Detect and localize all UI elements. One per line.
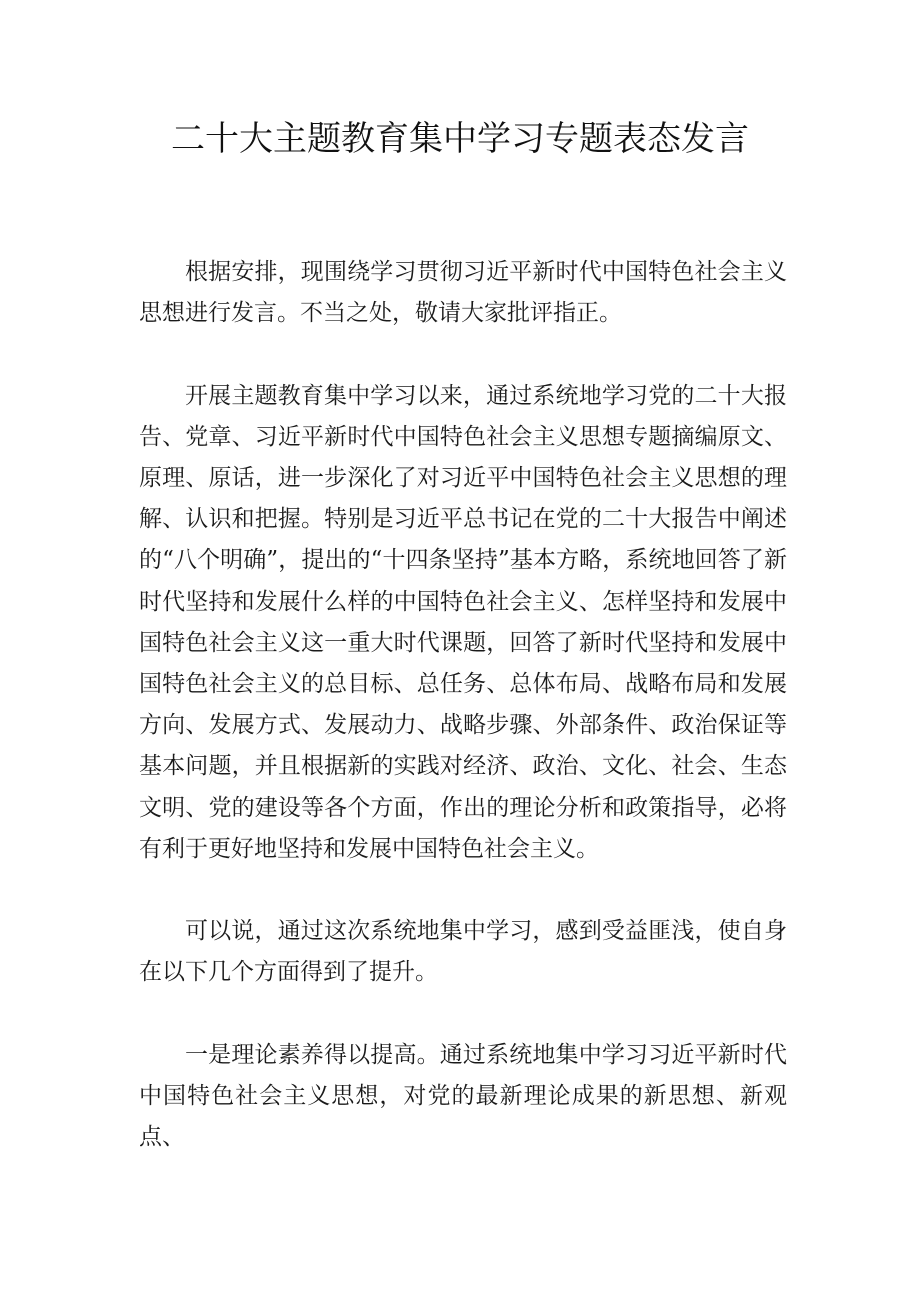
paragraph-point-one: 一是理论素养得以提高。通过系统地集中学习习近平新时代中国特色社会主义思想，对党的最新理论成果的新思想、新观点、 (139, 1041, 787, 1151)
document-body (139, 252, 787, 1200)
paragraph-benefit: 可以说，通过这次系统地集中学习，感到受益匪浅，使自身在以下几个方面得到了提升。 (139, 918, 787, 986)
paragraph-study-summary: 开展主题教育集中学习以来，通过系统地学习党的二十大报告、党章、习近平新时代中国特色社会主义思想专题摘编原文、原理、原话，进一步深化了对习近平中国特色社会主义思想的理解、认识和把握。特别是习近平总书记在党的二十大报告中阐述的“八个明确”，提出的“十四条坚持”基本方略，系统地回答了新时代坚持和发展什么样的中国特色社会主义、怎样坚持和发展中国特色社会主义这一重大时代课题，回答了新时代坚持和发展中国特色社会主义的总目标、总任务、总体布局、战略布局和发展方向、发展方式、发展动力、战略步骤、外部条件、政治保证等基本问题，并且根据新的实践对经济、政治、文化、社会、生态文明、党的建设等各个方面，作出的理论分析和政策指导，必将有利于更好地坚持和发展中国特色社会主义。 (139, 382, 787, 862)
document-title: 二十大主题教育集中学习专题表态发言 (171, 119, 749, 159)
paragraph-intro: 根据安排，现围绕学习贯彻习近平新时代中国特色社会主义思想进行发言。不当之处，敬请大家批评指正。 (139, 259, 787, 327)
